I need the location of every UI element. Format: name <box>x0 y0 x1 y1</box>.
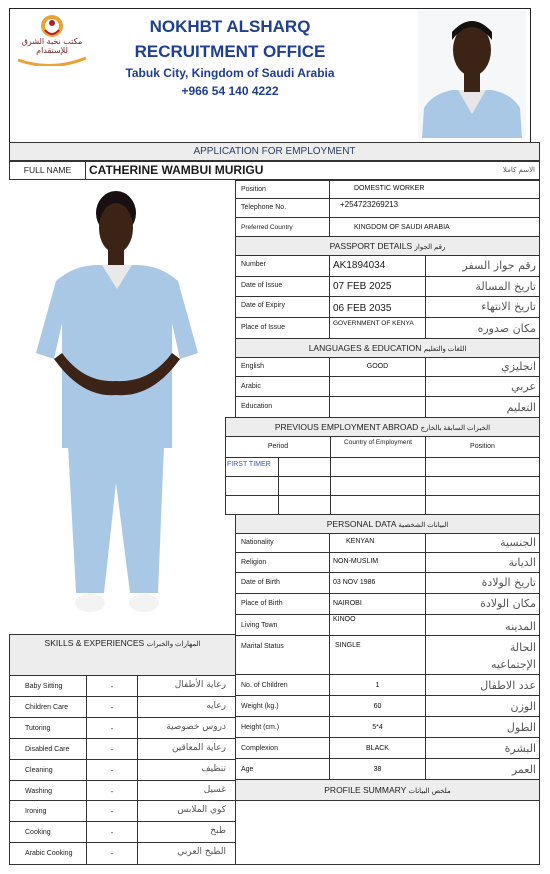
passport-title: PASSPORT DETAILS <box>329 241 413 251</box>
full-name-label-cell <box>9 161 86 180</box>
education-value <box>330 397 425 402</box>
children-care-ar: رعايه <box>206 701 226 711</box>
logo <box>10 12 94 66</box>
preferred-country-value: KINGDOM OF SAUDI ARABIA <box>354 224 450 231</box>
disabled-care-label: Disabled Care <box>25 746 70 753</box>
place-of-birth-value: NAIROBI <box>333 600 362 607</box>
education-ar: التعليم <box>506 401 536 414</box>
period-header: Period <box>267 443 289 450</box>
cooking-label: Cooking <box>25 829 51 836</box>
complexion-value: BLACK <box>366 745 389 752</box>
date-of-expiry-label: Date of Expiry <box>241 302 285 309</box>
washing-value: - <box>110 787 114 796</box>
marital-status-value: SINGLE <box>335 642 361 649</box>
weight-ar: الوزن <box>510 700 536 713</box>
cleaning-ar: تنظيف <box>201 764 226 774</box>
arabic-ar: عربي <box>511 380 536 393</box>
employment-title: PREVIOUS EMPLOYMENT ABROAD <box>274 422 419 432</box>
tutoring-ar: دروس خصوصية <box>166 722 226 732</box>
logo-text: مكتب نخبة الشرق للإستقدام <box>21 37 83 55</box>
religion-value: NON-MUSLIM <box>333 558 379 565</box>
company-name-line1: NOKHBT ALSHARQ <box>149 17 311 36</box>
living-town-label: Living Town <box>241 622 278 629</box>
ironing-label: Ironing <box>25 808 47 815</box>
cleaning-value: - <box>110 766 114 775</box>
date-of-birth-label: Date of Birth <box>241 579 280 586</box>
children-ar: عدد الاطفال <box>480 679 536 692</box>
cooking-ar: طبخ <box>210 826 226 836</box>
date-of-birth-value: 03 NOV 1986 <box>333 579 376 586</box>
baby-sitting-value: - <box>110 682 114 691</box>
application-title: APPLICATION FOR EMPLOYMENT <box>193 146 356 157</box>
place-of-issue-value: GOVERNMENT OF KENYA <box>333 320 414 327</box>
date-of-expiry-ar: تاريخ الانتهاء <box>481 300 536 313</box>
full-name-label: FULL NAME <box>23 165 72 175</box>
baby-sitting-label: Baby Sitting <box>25 683 63 690</box>
passport-title-ar: رقم الجواز <box>414 244 446 251</box>
position-label: Position <box>241 186 266 193</box>
passport-number-value: AK1894034 <box>333 260 386 271</box>
date-of-issue-ar: تاريخ المسالة <box>475 280 536 293</box>
passport-number-ar: رقم جواز السفر <box>462 259 536 272</box>
nationality-label: Nationality <box>241 539 274 546</box>
children-care-value: - <box>110 703 114 712</box>
company-location: Tabuk City, Kingdom of Saudi Arabia <box>125 66 335 80</box>
arabic-cooking-ar: الطبخ العربي <box>177 847 226 857</box>
english-value: GOOD <box>366 363 389 370</box>
nationality-ar: الجنسية <box>500 536 536 549</box>
position-value: DOMESTIC WORKER <box>354 185 425 192</box>
place-of-issue-label: Place of Issue <box>241 324 285 331</box>
company-name-line2: RECRUITMENT OFFICE <box>134 42 326 61</box>
full-name-arabic: الاسم كاملا <box>502 166 535 174</box>
profile-summary-title: PROFILE SUMMARY <box>324 785 407 795</box>
telephone-label: Telephone No. <box>241 204 287 211</box>
date-of-issue-label: Date of Issue <box>241 282 283 289</box>
employment-section-header <box>225 417 540 437</box>
place-of-birth-label: Place of Birth <box>241 600 283 607</box>
religion-ar: الديانة <box>508 556 536 569</box>
personal-title-ar: البيانات الشخصية <box>398 522 449 529</box>
living-town-ar: المدينه <box>505 620 536 633</box>
telephone-value: +254723269213 <box>340 200 399 209</box>
position-header: Position <box>470 443 495 450</box>
ironing-value: - <box>110 807 114 816</box>
profile-summary-title-ar: ملخص البيانات <box>408 788 451 795</box>
place-of-issue-ar: مكان صدوره <box>477 322 536 335</box>
tutoring-label: Tutoring <box>25 725 51 732</box>
ironing-ar: كوي الملابس <box>177 805 226 815</box>
arabic-cooking-value: - <box>110 849 114 858</box>
religion-label: Religion <box>241 559 267 566</box>
height-value: 5*4 <box>372 724 383 731</box>
date-of-issue-value: 07 FEB 2025 <box>333 281 392 292</box>
languages-title: LANGUAGES & EDUCATION <box>308 343 422 353</box>
skills-section-header <box>9 634 236 676</box>
languages-title-ar: اللغات والتعليم <box>423 346 467 353</box>
marital-status-ar: الحالة الإجتماعيه <box>491 641 536 671</box>
full-name-value: CATHERINE WAMBUI MURIGU <box>89 163 264 177</box>
age-value: 38 <box>373 766 382 773</box>
height-label: Height (cm.) <box>241 724 280 731</box>
education-label: Education <box>241 403 273 410</box>
children-care-label: Children Care <box>25 704 69 711</box>
place-of-birth-ar: مكان الولادة <box>480 597 536 610</box>
arabic-value <box>330 377 425 382</box>
disabled-care-ar: رعاية المعاقين <box>171 743 226 753</box>
english-ar: انجليزي <box>501 360 536 373</box>
date-of-expiry-value: 06 FEB 2035 <box>333 303 392 314</box>
profile-summary-header <box>235 779 540 801</box>
preferred-country-label: Preferred Country <box>241 224 293 231</box>
cleaning-label: Cleaning <box>25 767 53 774</box>
company-phone: +966 54 140 4222 <box>181 84 279 98</box>
marital-status-label: Marital Status <box>241 643 284 650</box>
washing-ar: غسيل <box>203 785 226 795</box>
children-label: No. of Children <box>241 682 288 689</box>
complexion-ar: البشرة <box>504 742 536 755</box>
passport-number-label: Number <box>241 261 266 268</box>
passport-section-header <box>235 236 540 256</box>
arabic-cooking-label: Arabic Cooking <box>25 850 73 857</box>
weight-value: 60 <box>373 703 382 710</box>
headshot-photo <box>418 10 526 138</box>
nationality-value: KENYAN <box>346 538 375 545</box>
living-town-value: KINOO <box>333 616 356 623</box>
arabic-label: Arabic <box>241 383 261 390</box>
children-value: 1 <box>375 682 380 689</box>
employment-title-ar: الخبرات السابقة بالخارج <box>420 425 491 432</box>
skills-title-ar: المهارات والخبرات <box>146 641 201 648</box>
washing-label: Washing <box>25 788 52 795</box>
skills-title: SKILLS & EXPERIENCES <box>44 638 145 648</box>
age-label: Age <box>241 766 254 773</box>
cooking-value: - <box>110 828 114 837</box>
height-ar: الطول <box>506 721 536 734</box>
full-name-value-cell <box>85 161 540 180</box>
application-title-bar <box>9 142 540 161</box>
disabled-care-value: - <box>110 745 114 754</box>
first-timer-entry: FIRST TIMER <box>227 461 271 468</box>
full-body-photo <box>12 183 222 633</box>
baby-sitting-ar: رعاية الأطفال <box>174 680 226 690</box>
personal-title: PERSONAL DATA <box>326 519 397 529</box>
english-label: English <box>241 363 264 370</box>
age-ar: العمر <box>511 763 536 776</box>
complexion-label: Complexion <box>241 745 278 752</box>
languages-section-header <box>235 338 540 358</box>
personal-section-header <box>235 514 540 534</box>
tutoring-value: - <box>110 724 114 733</box>
country-header: Country of Employment <box>344 439 412 446</box>
profile-summary-body <box>235 800 540 865</box>
weight-label: Weight (kg.) <box>241 703 279 710</box>
date-of-birth-ar: تاريخ الولادة <box>481 576 536 589</box>
